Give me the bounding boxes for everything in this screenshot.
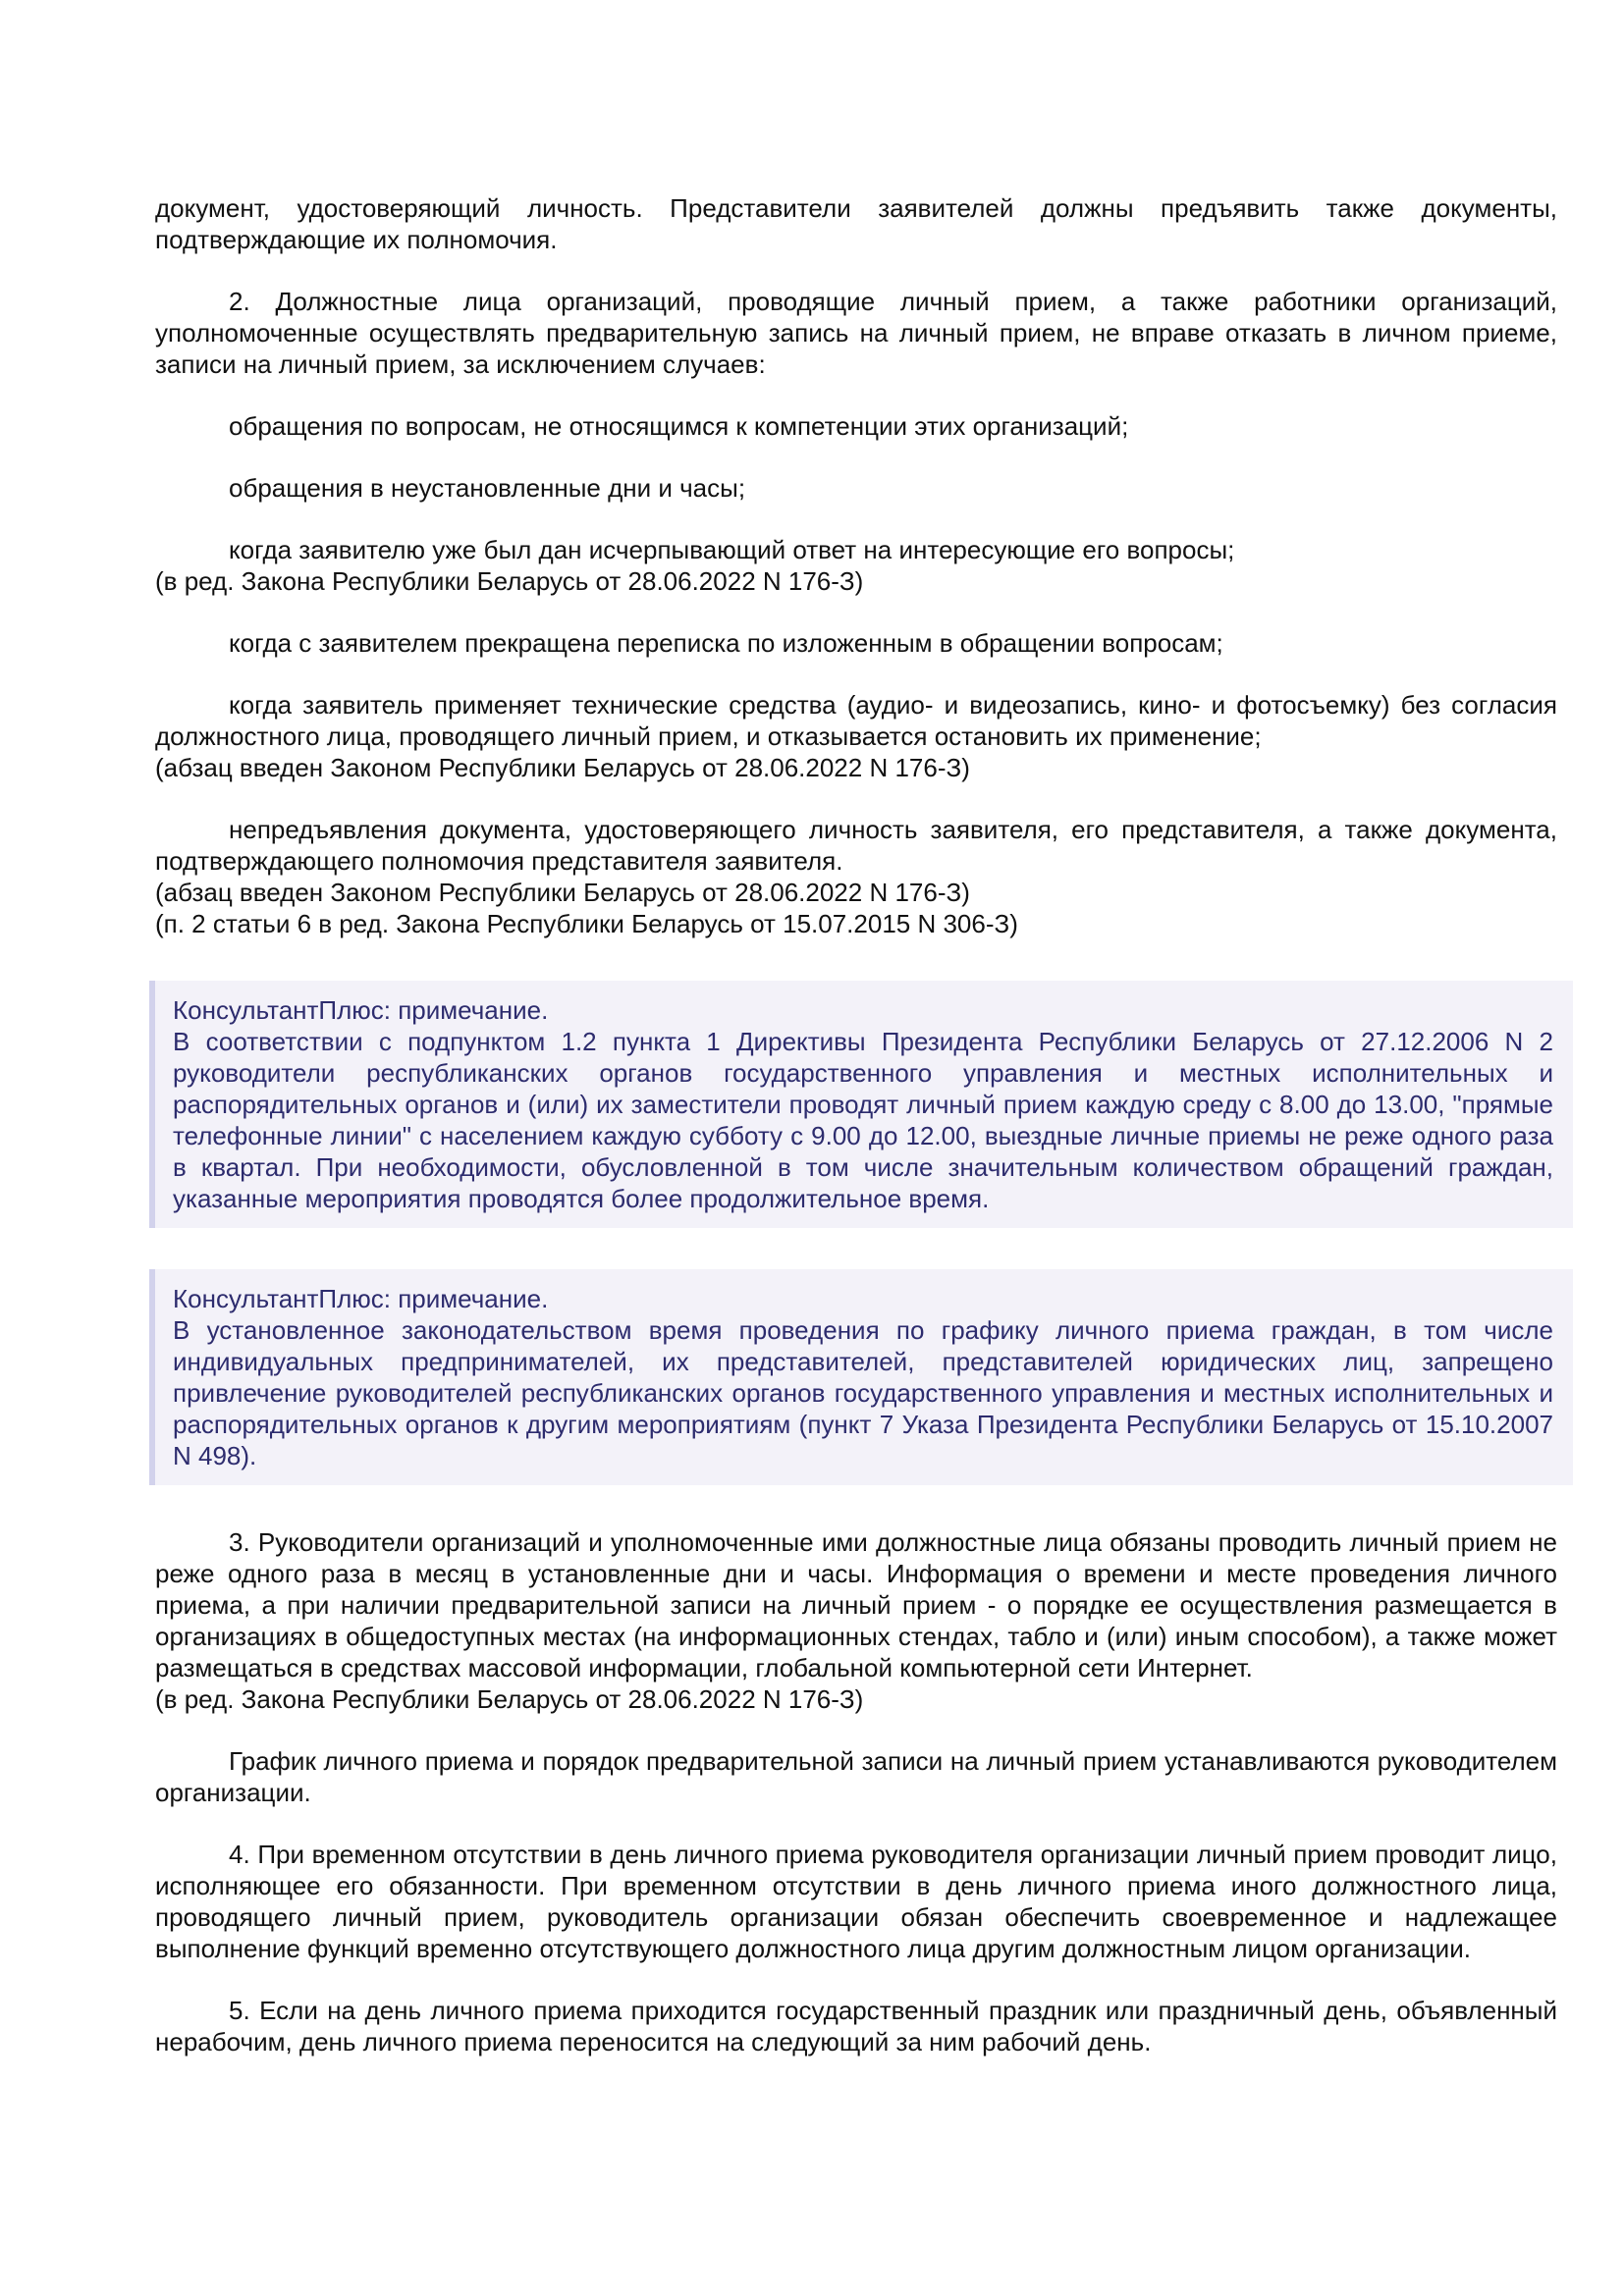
document-page	[155, 192, 1557, 2088]
note-title: КонсультантПлюс: примечание.	[173, 1284, 549, 1313]
amendment-reference: (в ред. Закона Республики Беларусь от 28.06.2022 N 176-З)	[155, 566, 864, 596]
note-body: В соответствии с подпунктом 1.2 пункта 1 Директивы Президента Республики Беларусь от 27.12.2006 N 2 руководители республиканских органов государственного управления и местных исполнительных и распорядительных органов и (или) их заместители проводят личный прием каждую среду с 8.00 до 13.00, "прямые телефонные линии" с населением каждую субботу с 9.00 до 12.00, выездные личные приемы не реже одного раза в квартал. При необходимости, обусловленной в том числе значительным количеством обращений граждан, указанные мероприятия проводятся более продолжительное время.	[173, 1027, 1553, 1213]
consultant-note	[149, 1269, 1573, 1485]
case-technical-means: когда заявитель применяет технические средства (аудио- и видеозапись, кино- и фотосъемку) без согласия должностного лица, проводящего личный прием, и отказывается остановить их применение;	[155, 690, 1557, 751]
consultant-note	[149, 981, 1573, 1228]
item-3-block	[155, 1526, 1557, 1715]
intro-paragraph: документ, удостоверяющий личность. Представители заявителей должны предъявить также документы, подтверждающие их полномочия.	[155, 193, 1557, 254]
amendment-reference: (абзац введен Законом Республики Беларусь от 28.06.2022 N 176-З)	[155, 753, 970, 782]
item-5-paragraph: 5. Если на день личного приема приходится государственный праздник или праздничный день, объявленный нерабочим, день личного приема переносится на следующий за ним рабочий день.	[155, 1996, 1557, 2056]
item-4-paragraph: 4. При временном отсутствии в день личного приема руководителя организации личный прием проводит лицо, исполняющее его обязанности. При временном отсутствии в день личного приема иного должностного лица, проводящего личный прием, руководитель организации обязан обеспечить своевременное и надлежащее выполнение функций временно отсутствующего должностного лица другим должностным лицом организации.	[155, 1840, 1557, 1963]
case-no-document: непредъявления документа, удостоверяющего личность заявителя, его представителя, а также документа, подтверждающего полномочия представителя заявителя.	[155, 815, 1557, 876]
case-technical-means-block	[155, 689, 1557, 783]
case-exhaustive-answer: когда заявителю уже был дан исчерпывающий ответ на интересующие его вопросы;	[229, 535, 1235, 564]
case-exhaustive-answer-block	[155, 534, 1557, 597]
note-title: КонсультантПлюс: примечание.	[173, 995, 549, 1025]
amendment-reference: (в ред. Закона Республики Беларусь от 28.06.2022 N 176-З)	[155, 1684, 864, 1714]
item-3-paragraph: 3. Руководители организаций и уполномоченные ими должностные лица обязаны проводить личный прием не реже одного раза в месяц в установленные дни и часы. Информация о времени и месте проведения личного приема, а при наличии предварительной записи на личный прием - о порядке ее осуществления размещается в организациях в общедоступных местах (на информационных стендах, табло и (или) иным способом), а также может размещаться в средствах массовой информации, глобальной компьютерной сети Интернет.	[155, 1527, 1557, 1682]
note-body: В установленное законодательством время проведения по графику личного приема граждан, в том числе индивидуальных предпринимателей, их представителей, представителей юридических лиц, запрещено привлечение руководителей республиканских органов государственного управления и местных исполнительных и распорядительных органов к другим мероприятиям (пункт 7 Указа Президента Республики Беларусь от 15.10.2007 N 498).	[173, 1315, 1553, 1470]
case-unscheduled-days: обращения в неустановленные дни и часы;	[229, 473, 746, 503]
schedule-paragraph: График личного приема и порядок предварительной записи на личный прием устанавливаются руководителем организации.	[155, 1746, 1557, 1807]
amendment-reference: (п. 2 статьи 6 в ред. Закона Республики Беларусь от 15.07.2015 N 306-З)	[155, 909, 1018, 938]
item-2-paragraph: 2. Должностные лица организаций, проводящие личный прием, а также работники организаций, уполномоченные осуществлять предварительную запись на личный прием, не вправе отказать в личном приеме, записи на личный прием, за исключением случаев:	[155, 287, 1557, 379]
case-correspondence-terminated: когда с заявителем прекращена переписка по изложенным в обращении вопросам;	[229, 628, 1223, 658]
case-no-document-block	[155, 814, 1557, 939]
case-competence: обращения по вопросам, не относящимся к компетенции этих организаций;	[229, 411, 1129, 441]
amendment-reference: (абзац введен Законом Республики Беларусь от 28.06.2022 N 176-З)	[155, 878, 970, 907]
